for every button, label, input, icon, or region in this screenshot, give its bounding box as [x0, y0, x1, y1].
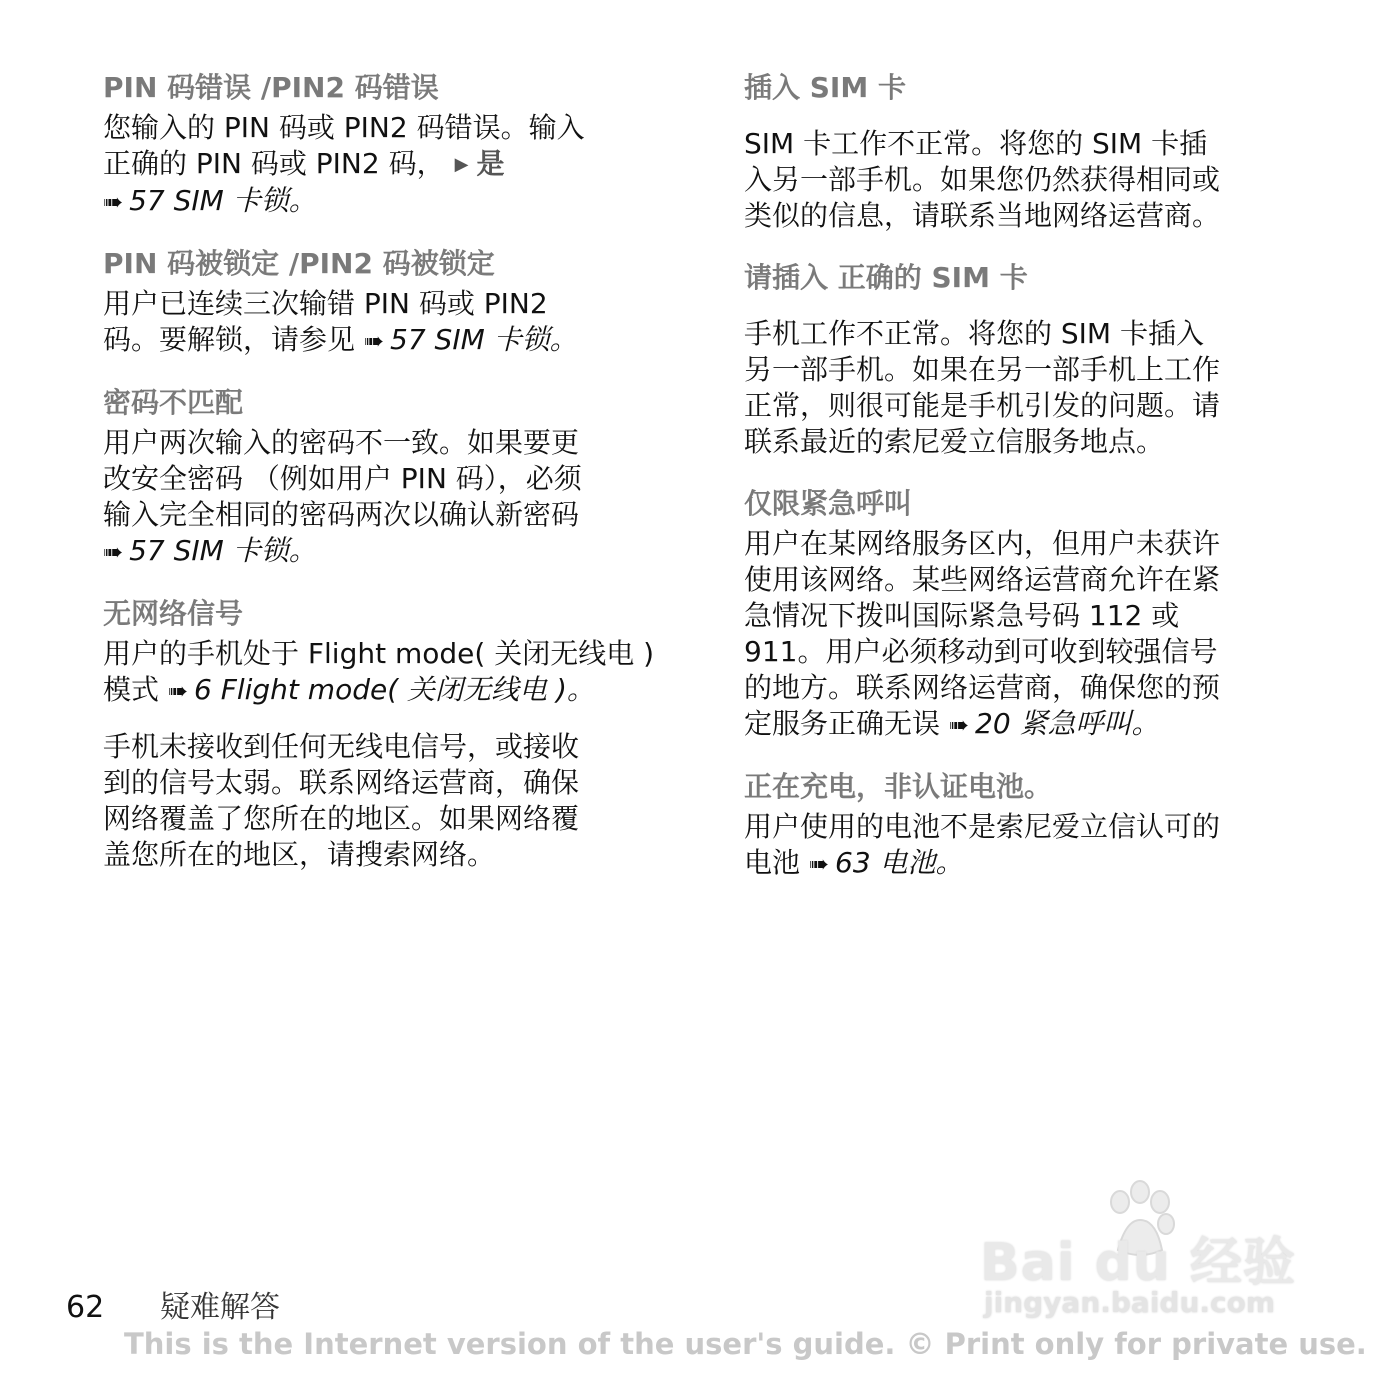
- heading-charging-battery: 正在充电，非认证电池。: [744, 770, 1053, 803]
- para-emergency-only: 用户在某网络服务区内，但用户未获许 使用该网络。某些网络运营商允许在紧 急情况下拨叫国际紧急号码 112 或 911。用户必须移动到可收到较强信号 的地方。联系网络运营商，确保您的预 定服务正确无误 ➠ 20 紧急呼叫。: [744, 526, 1304, 743]
- heading-insert-sim: 插入 SIM 卡: [744, 71, 906, 104]
- right-column: [744, 70, 1304, 882]
- para-no-network: 用户的手机处于 Flight mode( 关闭无线电 ) 模式 ➠ 6 Flight mode( 关闭无线电 )。: [103, 636, 663, 709]
- heading-pin-locked: PIN 码被锁定 /PIN2 码被锁定: [103, 247, 495, 280]
- para-charging-battery: 用户使用的电池不是索尼爱立信认可的 电池 ➠ 63 电池。: [744, 809, 1304, 882]
- arrow-right-icon: ➠: [103, 188, 124, 216]
- heading-no-network: 无网络信号: [103, 597, 244, 630]
- para-password-mismatch: 用户两次输入的密码不一致。如果要更 改安全密码 （例如用户 PIN 码），必须 输入完全相同的密码两次以确认新密码 ➠ 57 SIM 卡锁。: [103, 425, 663, 570]
- arrow-right-icon: ➠: [363, 327, 385, 355]
- para-pin-locked: 用户已连续三次输错 PIN 码或 PIN2 码。要解锁，请参见 ➠ 57 SIM 卡锁。: [103, 286, 663, 359]
- disclaimer-text: This is the Internet version of the user's guide. © Print only for private use.: [124, 1327, 1367, 1361]
- para-no-signal: 手机未接收到任何无线电信号，或接收 到的信号太弱。联系网络运营商，确保 网络覆盖了您所在的地区。如果网络覆 盖您所在的地区，请搜索网络。: [103, 730, 580, 871]
- para-pin-error: 您输入的 PIN 码或 PIN2 码错误。输入 正确的 PIN 码或 PIN2 码， ▶ 是 ➠ 57 SIM 卡锁。: [103, 110, 663, 220]
- left-column: [103, 70, 663, 873]
- arrow-right-icon: ➠: [808, 850, 830, 878]
- baidu-watermark: [980, 1180, 1310, 1330]
- baidu-logo: Bai du 经验: [980, 1233, 1296, 1293]
- arrow-right-icon: ➠: [167, 677, 189, 705]
- watermark-url: jingyan.baidu.com: [984, 1286, 1276, 1319]
- para-insert-sim: SIM 卡工作不正常。将您的 SIM 卡插 入另一部手机。如果您仍然获得相同或 类似的信息，请联系当地网络运营商。: [744, 127, 1221, 232]
- page-number: 62: [66, 1290, 105, 1325]
- ref-sim-lock[interactable]: 57 SIM 卡锁。: [129, 534, 317, 567]
- play-triangle-icon: ▶: [454, 154, 469, 175]
- ref-emergency-calls[interactable]: 20 紧急呼叫。: [975, 707, 1160, 740]
- heading-pin-error: PIN 码错误 /PIN2 码错误: [103, 71, 439, 104]
- ref-flight-mode[interactable]: 6 Flight mode( 关闭无线电 )。: [194, 673, 595, 706]
- heading-emergency-only: 仅限紧急呼叫: [744, 487, 913, 520]
- ref-sim-lock[interactable]: 57 SIM 卡锁。: [390, 323, 578, 356]
- heading-insert-correct-sim: 请插入 正确的 SIM 卡: [744, 261, 1028, 294]
- arrow-right-icon: ➠: [948, 711, 970, 739]
- yes-label: 是: [476, 147, 505, 180]
- arrow-right-icon: ➠: [103, 538, 124, 566]
- ref-sim-lock[interactable]: 57 SIM 卡锁。: [129, 184, 317, 217]
- heading-password-mismatch: 密码不匹配: [103, 386, 244, 419]
- section-title: 疑难解答: [160, 1290, 280, 1325]
- para-insert-correct-sim: 手机工作不正常。将您的 SIM 卡插入 另一部手机。如果在另一部手机上工作 正常，则很可能是手机引发的问题。请 联系最近的索尼爱立信服务地点。: [744, 317, 1221, 458]
- ref-battery[interactable]: 63 电池。: [835, 846, 964, 879]
